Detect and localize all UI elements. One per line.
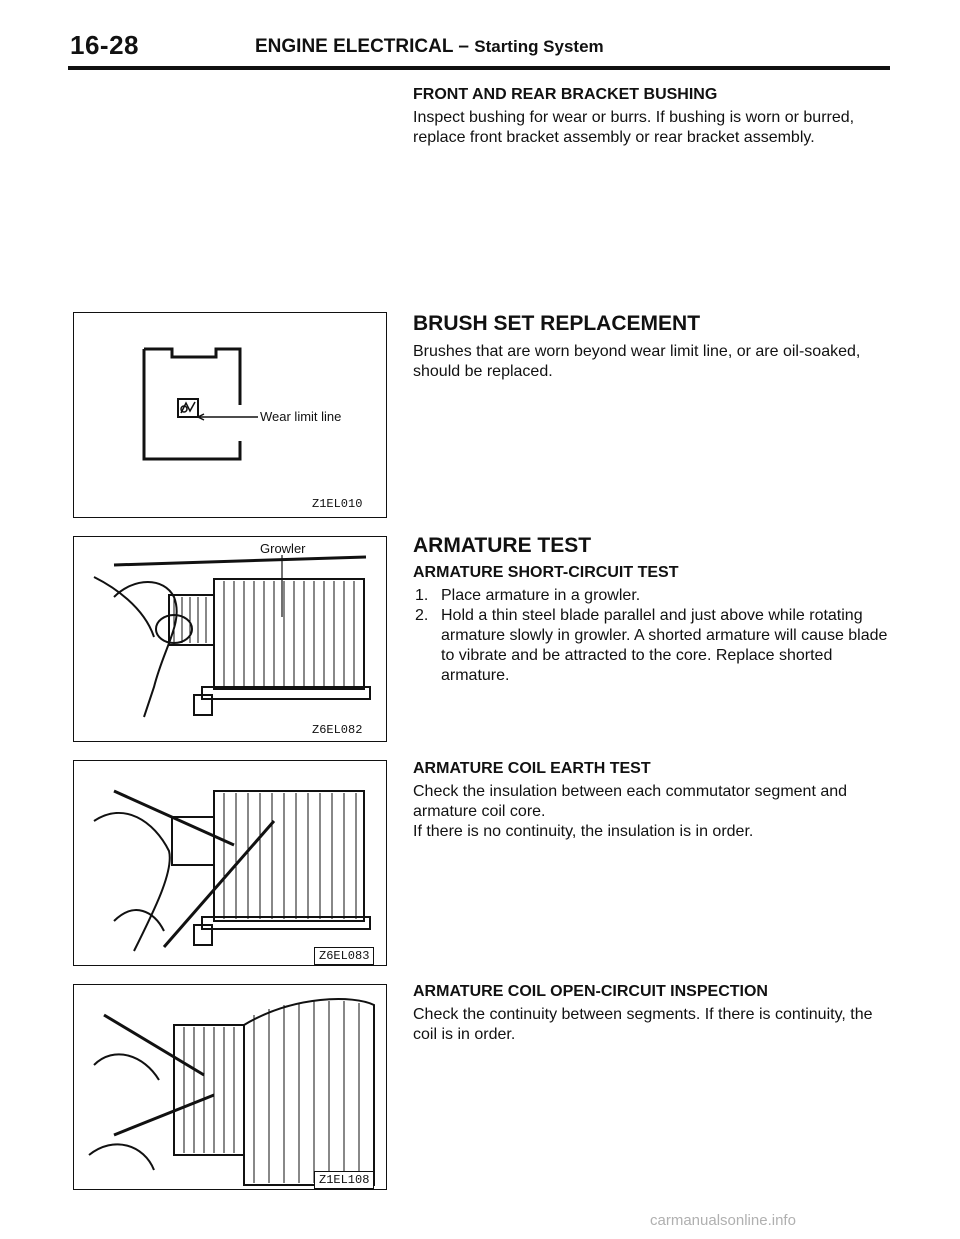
- short-circuit-heading: ARMATURE SHORT-CIRCUIT TEST: [413, 564, 679, 581]
- open-circuit-section: [413, 983, 898, 1045]
- earth-test-drawing: [74, 761, 386, 965]
- figure-code: Z1EL010: [312, 497, 363, 511]
- figure-code: Z1EL108: [314, 1171, 374, 1189]
- page-number: 16-28: [70, 30, 139, 60]
- armature-heading: ARMATURE TEST: [413, 534, 592, 557]
- wear-limit-label: Wear limit line: [260, 409, 342, 424]
- open-circuit-figure: [73, 984, 387, 1190]
- bushing-text: Inspect bushing for wear or burrs. If bushing is worn or burred, replace front bracket assembly or rear bracket assembly.: [413, 109, 855, 146]
- growler-figure: [73, 536, 387, 742]
- chapter-title: ENGINE ELECTRICAL: [255, 36, 454, 57]
- open-circuit-drawing: [74, 985, 386, 1189]
- brush-text: Brushes that are worn beyond wear limit line, or are oil-soaked, should be replaced.: [413, 343, 861, 380]
- bushing-section: [413, 86, 898, 148]
- step-text: Hold a thin steel blade parallel and just above while rotating armature slowly in growler. A shorted armature will cause blade to vibrate and be attracted to the core. Replace shorted armature.: [441, 607, 888, 684]
- brush-section: [413, 312, 898, 382]
- earth-test-section: [413, 760, 898, 842]
- section-title: [255, 36, 604, 58]
- figure-code: Z6EL082: [312, 723, 363, 737]
- earth-test-result: If there is no continuity, the insulation is in order.: [413, 823, 754, 840]
- growler-label: Growler: [260, 541, 306, 556]
- step-item: [413, 586, 898, 606]
- armature-section: [413, 534, 898, 686]
- title-dash: –: [453, 36, 475, 57]
- page-header: [0, 0, 960, 70]
- short-circuit-steps: [413, 586, 898, 686]
- brush-figure: [73, 312, 387, 518]
- earth-test-figure: [73, 760, 387, 966]
- brush-heading: BRUSH SET REPLACEMENT: [413, 312, 701, 335]
- step-number: 2.: [415, 607, 429, 624]
- growler-drawing: [74, 537, 386, 741]
- open-circuit-heading: ARMATURE COIL OPEN-CIRCUIT INSPECTION: [413, 983, 768, 1000]
- earth-test-text: Check the insulation between each commutator segment and armature coil core.: [413, 783, 848, 820]
- chapter-subtitle: Starting System: [474, 37, 604, 56]
- figure-code: Z6EL083: [314, 947, 374, 965]
- watermark: carmanualsonline.info: [650, 1212, 796, 1229]
- step-text: Place armature in a growler.: [441, 587, 641, 604]
- step-item: [413, 606, 898, 686]
- bushing-heading: FRONT AND REAR BRACKET BUSHING: [413, 86, 718, 103]
- header-rule: [68, 66, 890, 70]
- open-circuit-text: Check the continuity between segments. If there is continuity, the coil is in order.: [413, 1006, 873, 1043]
- earth-test-heading: ARMATURE COIL EARTH TEST: [413, 760, 651, 777]
- step-number: 1.: [415, 587, 429, 604]
